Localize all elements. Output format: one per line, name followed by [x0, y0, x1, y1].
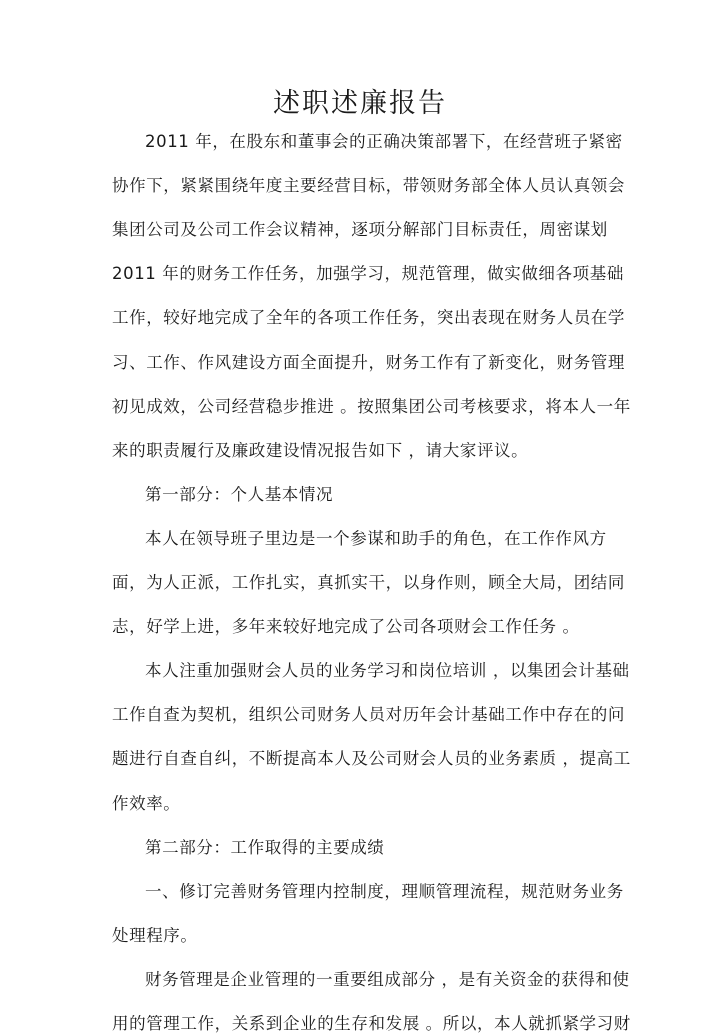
- text-line: 题进行自查自纠，不断提高本人及公司财会人员的业务素质 ，提高工: [112, 749, 631, 769]
- text-line: 2011 年的财务工作任务，加强学习，规范管理，做实做细各项基础: [112, 264, 624, 284]
- text-line: 作效率。: [112, 793, 181, 813]
- section-heading: 第一部分：个人基本情况: [145, 484, 334, 504]
- text-line: 习、工作、作风建设方面全面提升，财务工作有了新变化，财务管理: [112, 352, 625, 372]
- text-line: 初见成效，公司经营稳步推进 。按照集团公司考核要求，将本人一年: [112, 396, 631, 416]
- section-heading: 第二部分：工作取得的主要成绩: [145, 837, 385, 857]
- text-line: 财务管理是企业管理的一重要组成部分 ，是有关资金的获得和使: [145, 969, 630, 989]
- text-line: 工作，较好地完成了全年的各项工作任务，突出表现在财务人员在学: [112, 308, 625, 328]
- text-line: 处理程序。: [112, 925, 198, 945]
- text-line: 本人在领导班子里边是一个参谋和助手的角色，在工作作风方: [145, 528, 607, 548]
- text-line: 协作下，紧紧围绕年度主要经营目标，带领财务部全体人员认真领会: [112, 176, 625, 196]
- text-line: 集团公司及公司工作会议精神，逐项分解部门目标责任，周密谋划: [112, 220, 608, 240]
- text-line: 2011 年，在股东和董事会的正确决策部署下，在经营班子紧密: [145, 132, 623, 151]
- text-line: 一、修订完善财务管理内控制度，理顺管理流程，规范财务业务: [145, 881, 624, 901]
- text-line: 志，好学上进，多年来较好地完成了公司各项财会工作任务 。: [112, 617, 580, 637]
- text-line: 工作自查为契机，组织公司财务人员对历年会计基础工作中存在的问: [112, 705, 625, 725]
- text-line: 用的管理工作，关系到企业的生存和发展 。所以，本人就抓紧学习财: [112, 1014, 631, 1033]
- text-line: 本人注重加强财会人员的业务学习和岗位培训 ，以集团会计基础: [145, 661, 630, 681]
- text-line: 面，为人正派，工作扎实，真抓实干，以身作则，顾全大局，团结同: [112, 573, 625, 592]
- text-line: 来的职责履行及廉政建设情况报告如下 ，请大家评议。: [112, 440, 529, 460]
- document-title: 述职述廉报告: [273, 88, 447, 119]
